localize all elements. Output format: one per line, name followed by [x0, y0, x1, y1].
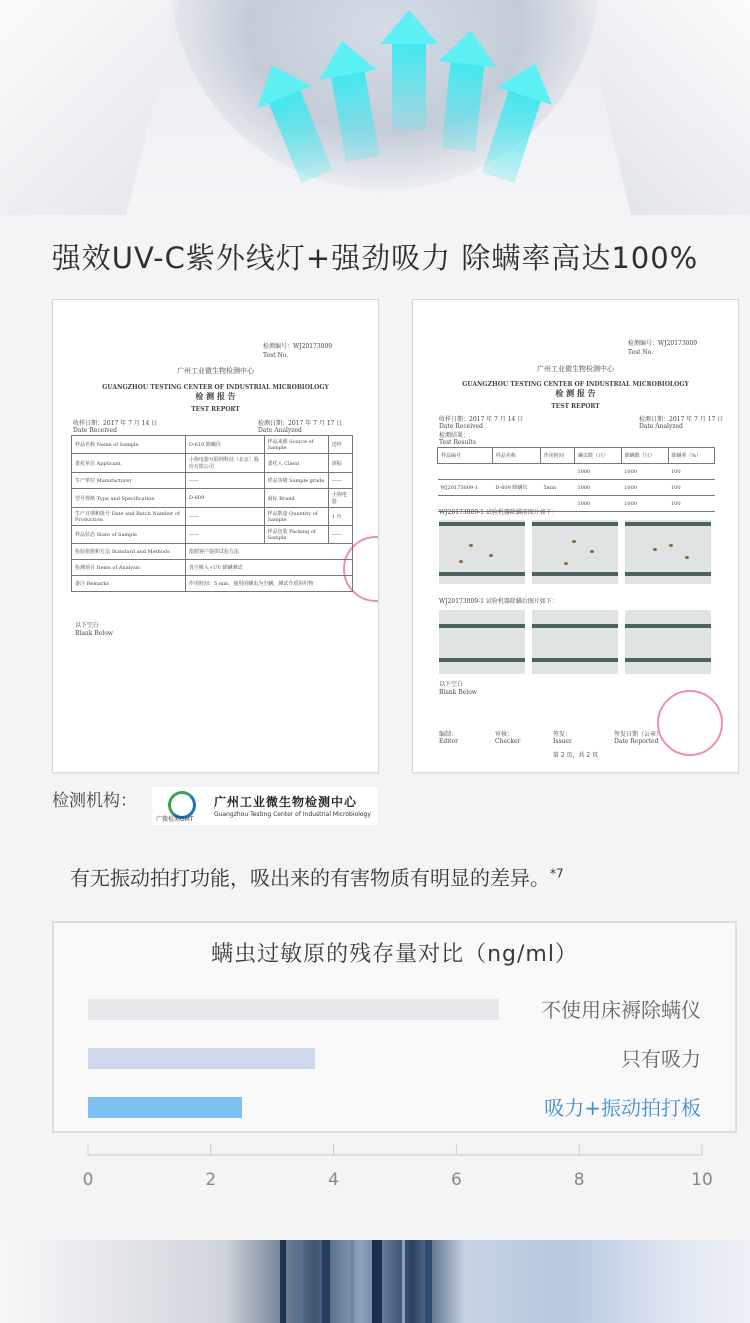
- table-cell: 谭振: [328, 454, 352, 473]
- table-cell: 生产日期和批号 Date and Batch Number of Production: [72, 508, 186, 526]
- table-row: [438, 464, 715, 480]
- date-received: 收样日期：2017 年 7 月 14 日: [439, 416, 524, 423]
- x-tick-label: 4: [328, 1170, 340, 1190]
- table-cell: 5min: [540, 480, 574, 496]
- blank-below: 以下空白: [75, 622, 100, 629]
- date-reported-label: 签发日期（公章）: [614, 731, 663, 738]
- mattress-right-panel: [580, 0, 750, 215]
- table-cell: 小狗电器: [328, 489, 352, 508]
- x-tick-label: 8: [573, 1170, 585, 1190]
- table-cell: D-609 除螨仪: [492, 480, 540, 496]
- table-cell: 100: [668, 480, 715, 496]
- table-cell: 1000: [574, 480, 621, 496]
- blank-below: 以下空白: [439, 681, 464, 688]
- table-cell: [540, 464, 574, 480]
- table-cell: 1000: [574, 496, 621, 512]
- table-cell: 样品状态 State of Sample: [72, 526, 186, 544]
- test-results-table: [437, 447, 715, 512]
- x-tick-label: 6: [450, 1170, 462, 1190]
- report-title: 检 测 报 告: [555, 388, 596, 398]
- chart-bar: [88, 1097, 242, 1118]
- mite-photo-before: [439, 520, 525, 584]
- table-header-cell: 样品编号: [438, 448, 493, 464]
- date-analyzed-en: Date Analyzed: [639, 423, 683, 430]
- suction-arrow-icon: [392, 40, 426, 130]
- table-cell: 样品等级 Sample grade: [264, 473, 328, 489]
- editor-label: 编制：: [439, 731, 458, 738]
- table-cell: ——: [185, 526, 264, 544]
- table-row: [72, 526, 353, 544]
- table-row: [72, 508, 353, 526]
- chart-bar: [88, 1048, 315, 1069]
- date-analyzed: 检测日期：2017 年 7 月 17 日: [258, 420, 343, 427]
- results-label: 检测结果：: [439, 432, 470, 439]
- blank-below-en: Blank Below: [75, 630, 113, 637]
- table-cell: 送样: [328, 436, 352, 454]
- table-cell: 1000: [621, 464, 668, 480]
- table-cell: 1000: [574, 464, 621, 480]
- table-header-cell: 除螨率（%）: [668, 448, 715, 464]
- page-number: 第 2 页，共 2 页: [552, 752, 599, 759]
- table-cell: ——: [185, 508, 264, 526]
- comparison-subtitle: [70, 862, 564, 891]
- x-tick-label: 2: [205, 1170, 217, 1190]
- chart-category-label: 只有吸力: [621, 1047, 701, 1071]
- date-received: 收样日期：2017 年 7 月 14 日: [73, 420, 158, 427]
- editor-label-en: Editor: [439, 738, 459, 745]
- issuer-label-en: Issuer: [553, 738, 572, 745]
- chart-category-label: 吸力+振动拍打板: [544, 1096, 701, 1120]
- table-cell: [438, 464, 493, 480]
- x-tick-label: 10: [691, 1170, 713, 1190]
- testing-agency-label: 检测机构：: [52, 791, 137, 811]
- mite-photo-before: [532, 520, 618, 584]
- comparison-subtitle-text: 有无振动拍打功能，吸出来的有害物质有明显的差异。: [70, 866, 550, 890]
- headline: 强效UV-C紫外线灯+强劲吸力 除螨率高达100%: [51, 241, 699, 275]
- chart-title: 螨虫过敏原的残存量对比（ng/ml）: [211, 942, 578, 967]
- chart-bar: [88, 999, 499, 1020]
- official-seal-icon: [657, 690, 723, 756]
- hero-image: [0, 0, 750, 215]
- table-row: [72, 454, 353, 473]
- testing-agency-logo: [152, 787, 378, 825]
- report-number: 检测编号：WJ20173009: [628, 340, 698, 347]
- report-number-en: Test No.: [263, 352, 289, 359]
- date-received-en: Date Received: [73, 427, 117, 434]
- mite-photo-after: [532, 610, 618, 674]
- table-cell: 委托人 Client: [264, 454, 328, 473]
- report-title-en: TEST REPORT: [551, 403, 600, 410]
- table-cell: 作用时间：5 min，使用的螨虫为尘螨，测试介质用织物: [185, 576, 352, 592]
- table-cell: 1000: [621, 496, 668, 512]
- table-cell: 检测项目 Items of Analysis: [72, 560, 186, 576]
- table-cell: 商标 Brand: [264, 489, 328, 508]
- report-number-en: Test No.: [628, 349, 654, 356]
- report-org-cn: 广州工业微生物检测中心: [537, 365, 614, 373]
- table-cell: 样品名称 Name of Sample: [72, 436, 186, 454]
- table-row: [72, 489, 353, 508]
- mite-photo-after: [625, 610, 711, 674]
- table-header-cell: 样品名称: [492, 448, 540, 464]
- table-cell: D-610 除螨仪: [185, 436, 264, 454]
- report-number: 检测编号：WJ20173009: [263, 343, 333, 350]
- table-cell: 样品数量 Quantity of Sample: [264, 508, 328, 526]
- report-title: 检 测 报 告: [195, 391, 236, 401]
- checker-label-en: Checker: [495, 738, 521, 745]
- table-cell: D-609: [185, 489, 264, 508]
- table-header-cell: 螨虫数（只）: [574, 448, 621, 464]
- report-org-cn: 广州工业微生物检测中心: [177, 367, 254, 375]
- table-cell: [492, 464, 540, 480]
- table-cell: WJ20173009-1: [438, 480, 493, 496]
- table-row: [72, 544, 353, 560]
- table-cell: 样品来源 Source of Sample: [264, 436, 328, 454]
- footnote-marker: *7: [550, 866, 564, 881]
- chart-category-label: 不使用床褥除螨仪: [541, 998, 701, 1022]
- table-cell: 生产单位 Manufacturer: [72, 473, 186, 489]
- table-cell: 检验依据和方法 Standard and Methods: [72, 544, 186, 560]
- bottom-product-image: [0, 1240, 750, 1323]
- date-analyzed-en: Date Analyzed: [258, 427, 302, 434]
- table-cell: 样品包装 Packing of Sample: [264, 526, 328, 544]
- test-report-page-2: [412, 299, 739, 773]
- table-cell: 型号规格 Type and Specification: [72, 489, 186, 508]
- photo-caption-before: WJ20173009-1 试验机器除螨前图片如下：: [439, 509, 558, 516]
- table-cell: ——: [185, 473, 264, 489]
- blank-below-en: Blank Below: [439, 689, 477, 696]
- test-report-page-1: [52, 299, 379, 773]
- agency-name-en: Guangzhou Testing Center of Industrial Microbiology: [214, 811, 371, 818]
- mite-photo-after: [439, 610, 525, 674]
- mattress-left-panel: [0, 0, 180, 215]
- photo-caption-after: WJ20173009-1 试验机器除螨后图片如下：: [439, 598, 558, 605]
- table-row: [438, 480, 715, 496]
- mite-photo-before: [625, 520, 711, 584]
- table-cell: 1 台: [328, 508, 352, 526]
- table-header-cell: 除螨数（只）: [621, 448, 668, 464]
- table-cell: 真空吸入+UV 除螨测试: [185, 560, 352, 576]
- table-cell: ——: [328, 473, 352, 489]
- allergen-chart: [52, 921, 737, 1133]
- table-row: [72, 576, 353, 592]
- date-received-en: Date Received: [439, 423, 483, 430]
- gmt-logo-caption: 广微检测GMT: [156, 816, 194, 823]
- report-org-en: GUANGZHOU TESTING CENTER OF INDUSTRIAL MICROBIOLOGY: [462, 381, 689, 388]
- table-cell: 100: [668, 496, 715, 512]
- table-cell: 小狗电器互联网科技（北京）股份有限公司: [185, 454, 264, 473]
- checker-label: 审核：: [495, 731, 514, 738]
- report-title-en: TEST REPORT: [191, 406, 240, 413]
- issuer-label: 签发：: [553, 731, 572, 738]
- table-cell: 1000: [621, 480, 668, 496]
- table-cell: 委托单位 Applicant: [72, 454, 186, 473]
- report-org-en: GUANGZHOU TESTING CENTER OF INDUSTRIAL MICROBIOLOGY: [102, 384, 329, 391]
- table-cell: 依据客户提供试验方法: [185, 544, 352, 560]
- table-cell: 100: [668, 464, 715, 480]
- agency-name-cn: 广州工业微生物检测中心: [214, 795, 358, 809]
- table-row: [72, 560, 353, 576]
- table-row: [72, 436, 353, 454]
- date-reported-label-en: Date Reported: [614, 738, 659, 745]
- results-label-en: Test Results: [439, 439, 476, 446]
- table-header-cell: 作用时间: [540, 448, 574, 464]
- date-analyzed: 检测日期：2017 年 7 月 17 日: [639, 416, 724, 423]
- x-tick-label: 0: [82, 1170, 94, 1190]
- sample-info-table: [71, 435, 353, 592]
- x-axis: [0, 1140, 750, 1200]
- table-cell: ——: [328, 526, 352, 544]
- table-row: [72, 473, 353, 489]
- table-cell: 备注 Remarks: [72, 576, 186, 592]
